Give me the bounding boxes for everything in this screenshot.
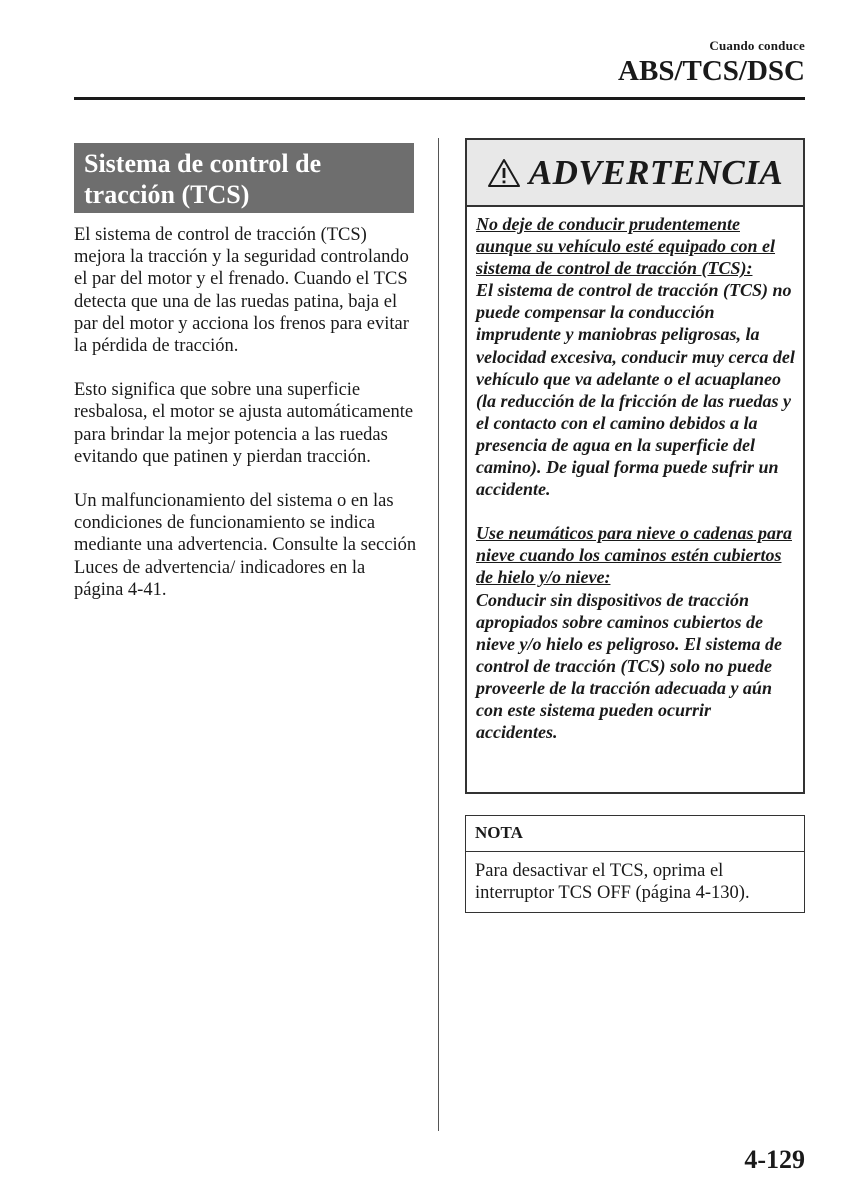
- section-body: [74, 224, 419, 623]
- note-title: NOTA: [466, 816, 804, 852]
- page-number: 4-129: [744, 1145, 805, 1174]
- warning-item-heading: No deje de conducir prudentemente aunque su vehículo esté equipado con el sistema de control de tracción (TCS):: [476, 214, 776, 279]
- body-paragraph: Un malfuncionamiento del sistema o en las condiciones de funcionamiento se indica mediante una advertencia. Consulte la sección Luces de advertencia/ indicadores en la página 4-41.: [74, 491, 417, 600]
- warning-item-text: Conducir sin dispositivos de tracción apropiados sobre caminos cubiertos de nieve y/o hielo es peligroso. El sistema de control de tracción (TCS) solo no puede proveerle de la tracción adecuada y aún con este sistema pueden ocurrir accidentes.: [476, 589, 782, 743]
- warning-title: ADVERTENCIA: [528, 152, 784, 192]
- warning-item-heading: Use neumáticos para nieve o cadenas para nieve cuando los caminos estén cubiertos de hielo y/o nieve:: [476, 523, 792, 588]
- running-header-title: ABS/TCS/DSC: [618, 55, 805, 87]
- column-divider: [438, 138, 439, 1131]
- header-rule: [74, 97, 805, 100]
- warning-spacer: [476, 500, 795, 522]
- body-paragraph: Esto significa que sobre una superficie resbalosa, el motor se ajusta automáticamente para brindar la mejor potencia a las ruedas evitando que patinen y pierdan tracción.: [74, 380, 414, 467]
- warning-item-text: El sistema de control de tracción (TCS) no puede compensar la conducción imprudente y maniobras peligrosas, la velocidad excesiva, conducir muy cerca del vehículo que va adelante o el acuaplaneo (la reducción de la fricción de las ruedas y el contacto con el camino debidos a la presencia de agua en la superficie del camino). De igual forma puede sufrir un accidente.: [476, 280, 795, 500]
- warning-body: [467, 207, 803, 743]
- note-box: [465, 815, 805, 913]
- note-text: Para desactivar el TCS, oprima el interruptor TCS OFF (página 4-130).: [475, 861, 750, 904]
- warning-box: [465, 138, 805, 794]
- section-heading-line-1: Sistema de control de: [84, 149, 322, 178]
- warning-header: [467, 140, 803, 207]
- section-heading: [74, 143, 414, 213]
- body-paragraph: El sistema de control de tracción (TCS) mejora la tracción y la seguridad controlando el par del motor y el frenado. Cuando el TCS detecta que una de las ruedas patina, baja el par del motor y acciona los frenos para evitar la pérdida de tracción.: [74, 225, 409, 357]
- running-header-section: Cuando conduce: [709, 38, 805, 53]
- warning-triangle-icon: [487, 158, 521, 188]
- section-heading-line-2: tracción (TCS): [84, 180, 250, 209]
